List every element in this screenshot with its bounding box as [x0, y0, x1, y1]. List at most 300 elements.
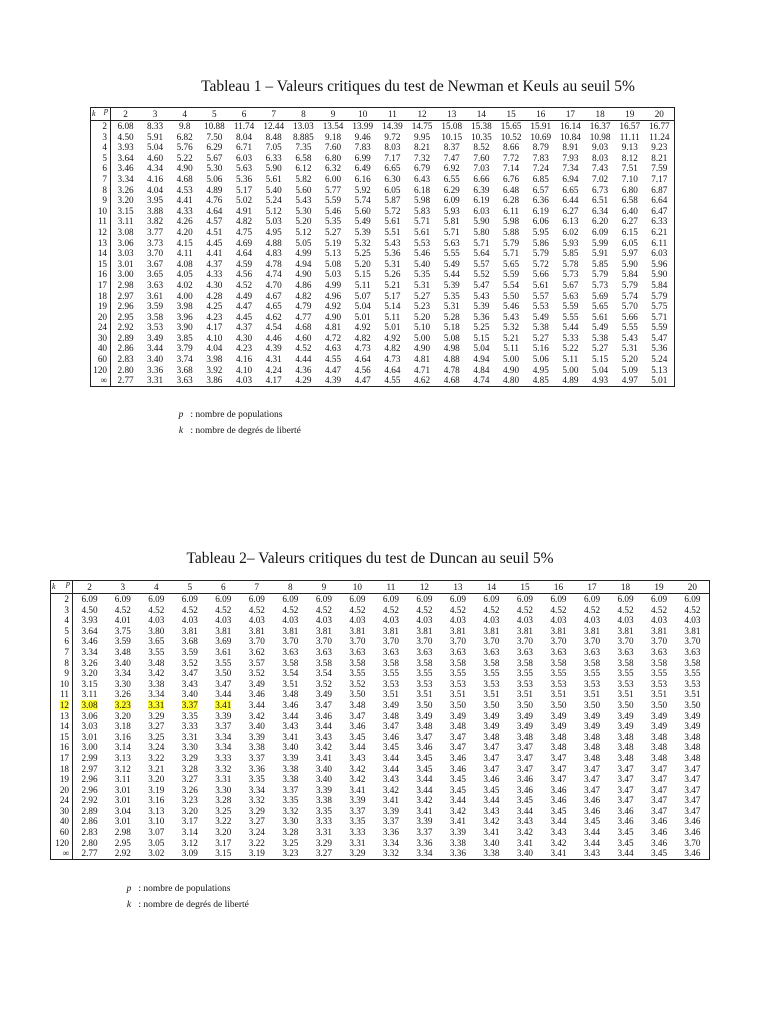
value-cell: 3.40 — [282, 742, 299, 753]
value-cell: 3.26 — [117, 184, 134, 195]
value-cell: 3.95 — [146, 195, 164, 206]
k-label: k — [52, 582, 56, 592]
value-cell: 3.24 — [148, 742, 165, 753]
row-k-cell: 4 — [91, 142, 111, 153]
value-cell: 3.39 — [349, 795, 366, 806]
value-cell: 3.13 — [114, 752, 131, 763]
value-cell: 4.59 — [235, 258, 253, 269]
value-cell: 3.58 — [617, 657, 634, 668]
value-cell: 3.81 — [617, 625, 634, 636]
value-cell: 5.20 — [621, 354, 638, 365]
value-cell: 4.52 — [483, 604, 500, 615]
row-k-cell: 16 — [51, 742, 73, 753]
value-cell: 5.09 — [621, 364, 638, 375]
value-cell: 5.00 — [562, 364, 579, 375]
value-cell: 4.57 — [206, 216, 223, 227]
value-cell: 7.24 — [532, 163, 549, 174]
value-cell: 3.81 — [382, 625, 399, 636]
table-row — [51, 668, 710, 679]
value-cell: 5.85 — [592, 258, 609, 269]
value-cell: 3.48 — [550, 742, 567, 753]
table-row — [91, 312, 675, 323]
value-cell: 2.92 — [81, 795, 98, 806]
value-cell: 9.46 — [354, 131, 371, 142]
value-cell: 3.47 — [617, 795, 634, 806]
value-cell: 3.45 — [416, 763, 433, 774]
value-cell: 9.03 — [592, 142, 609, 153]
value-cell: 4.47 — [235, 301, 253, 312]
value-cell: 3.81 — [550, 625, 567, 636]
value-cell: 5.98 — [503, 216, 520, 227]
value-cell: 3.49 — [617, 710, 634, 721]
value-cell: 2.89 — [117, 332, 134, 343]
value-cell: 4.52 — [583, 604, 601, 615]
value-cell: 4.05 — [176, 269, 193, 280]
value-cell: 5.90 — [651, 269, 668, 280]
table1-title: Tableau 1 – Valeurs critiques du test de Newman et Keuls au seuil 5% — [201, 78, 635, 95]
value-cell: 3.53 — [483, 678, 500, 689]
value-cell: 5.54 — [503, 279, 520, 290]
value-cell: 3.35 — [248, 774, 265, 785]
row-k-cell: 6 — [51, 636, 73, 647]
row-k-cell: 6 — [91, 163, 111, 174]
value-cell: 3.58 — [583, 657, 601, 668]
table1-legend — [174, 410, 301, 442]
value-cell: 3.46 — [583, 805, 601, 816]
value-cell: 3.01 — [114, 784, 131, 795]
value-cell: 4.03 — [550, 615, 567, 626]
value-cell: 4.45 — [206, 237, 223, 248]
value-cell: 5.66 — [532, 269, 549, 280]
value-cell: 4.03 — [650, 615, 668, 626]
value-cell: 7.14 — [503, 163, 520, 174]
value-cell: 3.48 — [583, 742, 601, 753]
value-cell: 9.13 — [621, 142, 638, 153]
value-cell: 6.09 — [382, 594, 399, 604]
column-header: 19 — [642, 581, 676, 594]
value-cell: 8.48 — [265, 131, 282, 142]
value-cell: 3.55 — [516, 668, 533, 679]
value-cell: 3.98 — [176, 301, 193, 312]
value-cell: 5.38 — [592, 332, 609, 343]
value-cell: 4.84 — [473, 364, 490, 375]
column-header: 14 — [475, 581, 509, 594]
value-cell: 3.49 — [248, 678, 265, 689]
value-cell: 5.39 — [354, 226, 371, 237]
value-cell: 3.29 — [315, 837, 332, 848]
value-cell: 3.47 — [684, 774, 701, 785]
column-header: 5 — [173, 581, 207, 594]
value-cell: 3.46 — [684, 848, 701, 859]
value-cell: 4.03 — [483, 615, 500, 626]
value-cell: 5.47 — [651, 332, 668, 343]
value-cell: 2.89 — [81, 805, 98, 816]
value-cell: 5.61 — [532, 279, 549, 290]
value-cell: 9.8 — [178, 121, 191, 131]
value-cell: 3.55 — [148, 646, 165, 657]
value-cell: 3.58 — [516, 657, 533, 668]
legend-line — [174, 426, 301, 442]
corner-cell — [91, 108, 111, 121]
column-header: 17 — [575, 581, 609, 594]
value-cell: 6.15 — [621, 226, 638, 237]
value-cell: 5.66 — [621, 311, 638, 322]
value-cell: 5.06 — [532, 354, 549, 365]
value-cell: 3.36 — [146, 364, 164, 375]
row-k-cell: 3 — [91, 132, 111, 143]
value-cell: 5.33 — [562, 332, 579, 343]
value-cell: 3.58 — [382, 657, 399, 668]
row-k-cell: 17 — [51, 753, 73, 764]
value-cell: 6.99 — [354, 152, 371, 163]
value-cell: 3.63 — [449, 646, 466, 657]
value-cell: 4.03 — [282, 615, 299, 626]
value-cell: 4.94 — [295, 258, 312, 269]
value-cell: 6.09 — [617, 594, 634, 604]
value-cell: 6.09 — [282, 594, 299, 604]
value-cell: 6.06 — [532, 216, 549, 227]
value-cell: 5.99 — [592, 237, 609, 248]
value-cell: 6.94 — [562, 173, 579, 184]
value-cell: 6.09 — [248, 594, 265, 604]
value-cell: 3.63 — [583, 646, 601, 657]
value-cell: 6.09 — [181, 594, 198, 604]
value-cell: 7.60 — [325, 142, 342, 153]
value-cell: 3.44 — [382, 763, 399, 774]
value-cell: 3.06 — [117, 237, 134, 248]
value-cell: 5.22 — [562, 343, 579, 354]
value-cell: 3.55 — [617, 668, 634, 679]
value-cell: 3.39 — [315, 784, 332, 795]
value-cell: 3.46 — [583, 795, 601, 806]
value-cell: 5.39 — [443, 279, 460, 290]
value-cell: 3.34 — [382, 837, 399, 848]
value-cell: 5.51 — [384, 226, 401, 237]
value-cell: 15.91 — [530, 121, 552, 131]
value-cell: 3.44 — [483, 795, 500, 806]
value-cell: 3.63 — [315, 646, 332, 657]
value-cell: 3.88 — [146, 205, 164, 216]
value-cell: 7.60 — [473, 152, 490, 163]
value-cell: 4.41 — [176, 195, 193, 206]
value-cell: 3.48 — [483, 731, 500, 742]
value-cell: 13.99 — [352, 121, 374, 131]
value-cell: 3.01 — [117, 258, 134, 269]
value-cell: 3.86 — [206, 375, 223, 386]
value-cell: 6.29 — [206, 142, 223, 153]
row-k-cell: 14 — [91, 248, 111, 259]
row-k-cell: 20 — [51, 785, 73, 796]
value-cell: 3.49 — [550, 710, 567, 721]
value-cell: 7.43 — [592, 163, 609, 174]
value-cell: 4.03 — [684, 615, 701, 626]
value-cell: 4.03 — [617, 615, 634, 626]
value-cell: 4.41 — [206, 248, 223, 259]
value-cell: 4.52 — [382, 604, 399, 615]
value-cell: 6.09 — [583, 594, 601, 604]
value-cell: 3.34 — [114, 668, 131, 679]
value-cell: 3.63 — [146, 279, 164, 290]
value-cell: 3.49 — [684, 721, 701, 732]
value-cell: 3.27 — [248, 816, 265, 827]
value-cell: 4.00 — [176, 290, 193, 301]
value-cell: 5.65 — [503, 258, 520, 269]
column-header: 2 — [73, 581, 107, 594]
value-cell: 6.48 — [503, 184, 520, 195]
value-cell: 3.55 — [483, 668, 500, 679]
value-cell: 5.61 — [414, 226, 431, 237]
value-cell: 5.02 — [235, 195, 253, 206]
value-cell: 3.69 — [215, 636, 232, 647]
table-row — [51, 647, 710, 658]
value-cell: 5.03 — [265, 216, 282, 227]
value-cell: 3.44 — [550, 816, 567, 827]
value-cell: 10.35 — [471, 131, 492, 142]
value-cell: 3.22 — [215, 816, 232, 827]
value-cell: 2.77 — [81, 848, 98, 859]
value-cell: 4.80 — [503, 375, 520, 386]
value-cell: 3.49 — [684, 710, 701, 721]
value-cell: 3.31 — [315, 827, 332, 838]
value-cell: 3.19 — [248, 848, 265, 859]
value-cell: 3.46 — [650, 827, 668, 838]
column-header: 16 — [526, 108, 556, 121]
value-cell: 6.09 — [349, 594, 366, 604]
value-cell: 5.49 — [443, 258, 460, 269]
value-cell: 3.98 — [206, 354, 223, 365]
legend-text: : nombre de populations — [188, 410, 283, 420]
value-cell: 3.41 — [449, 816, 466, 827]
value-cell: 6.36 — [532, 195, 549, 206]
value-cell: 3.47 — [650, 795, 668, 806]
table2-title: Tableau 2– Valeurs critiques du test de Duncan au seuil 5% — [186, 550, 554, 567]
value-cell: 4.39 — [325, 375, 342, 386]
value-cell: 3.55 — [416, 668, 433, 679]
value-cell: 3.81 — [483, 625, 500, 636]
table2-legend — [122, 884, 249, 916]
value-cell: 3.48 — [684, 742, 701, 753]
value-cell: 15.38 — [471, 121, 492, 131]
value-cell: 3.55 — [684, 668, 701, 679]
value-cell: 4.52 — [248, 604, 265, 615]
value-cell: 3.12 — [114, 763, 131, 774]
value-cell: 3.50 — [483, 699, 500, 710]
table-row — [91, 322, 675, 333]
value-cell: 14.75 — [411, 121, 433, 131]
value-cell: 3.46 — [516, 774, 533, 785]
value-cell: 3.48 — [617, 742, 634, 753]
column-header: 11 — [374, 581, 408, 594]
value-cell: 4.73 — [384, 354, 401, 365]
row-k-cell: 13 — [51, 711, 73, 722]
value-cell: 5.87 — [384, 195, 401, 206]
value-cell: 5.11 — [354, 279, 371, 290]
value-cell: 3.15 — [117, 205, 134, 216]
value-cell: 3.27 — [181, 774, 198, 785]
value-cell: 3.42 — [382, 784, 399, 795]
value-cell: 3.01 — [114, 816, 131, 827]
value-cell — [106, 700, 140, 711]
value-cell: 5.31 — [621, 343, 638, 354]
value-cell: 4.47 — [354, 375, 371, 386]
column-header: 18 — [609, 581, 643, 594]
value-cell: 5.61 — [384, 216, 401, 227]
value-cell — [173, 700, 207, 711]
value-cell: 8.21 — [414, 142, 431, 153]
value-cell: 3.53 — [583, 678, 601, 689]
value-cell: 3.47 — [684, 805, 701, 816]
value-cell: 3.00 — [81, 742, 98, 753]
value-cell: 4.03 — [449, 615, 466, 626]
value-cell: 5.75 — [651, 301, 668, 312]
value-cell: 5.43 — [384, 237, 401, 248]
value-cell: 4.03 — [382, 615, 399, 626]
value-cell: 3.35 — [349, 816, 366, 827]
value-cell: 4.44 — [295, 354, 312, 365]
table-row — [91, 259, 675, 270]
value-cell: 3.30 — [181, 742, 198, 753]
value-cell: 6.47 — [651, 205, 668, 216]
value-cell: 4.17 — [206, 322, 223, 333]
value-cell: 3.47 — [650, 805, 668, 816]
value-cell: 3.07 — [148, 827, 165, 838]
value-cell: 3.29 — [349, 848, 366, 859]
value-cell: 4.08 — [176, 258, 193, 269]
legend-symbol: k — [126, 900, 132, 910]
value-cell: 3.47 — [684, 795, 701, 806]
value-cell: 4.60 — [295, 332, 312, 343]
value-cell: 4.11 — [176, 248, 193, 259]
value-cell: 5.49 — [532, 311, 549, 322]
value-cell: 5.35 — [414, 269, 431, 280]
value-cell: 3.40 — [181, 689, 198, 700]
value-cell: 3.58 — [315, 657, 332, 668]
value-cell: 3.63 — [516, 646, 533, 657]
value-cell: 3.81 — [583, 625, 601, 636]
row-k-cell: 9 — [91, 195, 111, 206]
value-cell: 3.43 — [550, 827, 567, 838]
table-row — [91, 343, 675, 354]
value-cell: 14.39 — [382, 121, 403, 131]
value-cell: 5.47 — [473, 279, 490, 290]
value-cell: 3.46 — [449, 752, 466, 763]
value-cell: 3.11 — [117, 216, 134, 227]
value-cell: 3.47 — [181, 668, 198, 679]
highlight-mark: 3.41 — [215, 699, 232, 710]
value-cell: 10.98 — [589, 131, 611, 142]
value-cell: 5.24 — [651, 354, 668, 365]
value-cell: 3.51 — [449, 689, 466, 700]
legend-line — [122, 900, 249, 916]
value-cell: 5.49 — [592, 322, 609, 333]
value-cell: 6.29 — [443, 184, 460, 195]
value-cell: 5.22 — [176, 152, 193, 163]
value-cell: 3.41 — [550, 848, 567, 859]
value-cell: 3.35 — [315, 805, 332, 816]
row-k-cell: 60 — [91, 354, 111, 365]
value-cell: 3.38 — [282, 763, 299, 774]
value-cell — [73, 700, 107, 711]
value-cell: 4.92 — [325, 301, 342, 312]
value-cell: 3.61 — [215, 646, 232, 657]
row-k-cell: 4 — [51, 615, 73, 626]
value-cell: 3.45 — [449, 774, 466, 785]
value-cell: 6.55 — [443, 173, 460, 184]
value-cell: 5.31 — [443, 301, 460, 312]
value-cell: 5.79 — [651, 290, 668, 301]
row-k-cell: 30 — [91, 333, 111, 344]
value-cell: 4.64 — [354, 354, 371, 365]
value-cell: 7.17 — [651, 173, 668, 184]
value-cell: 5.84 — [621, 269, 638, 280]
value-cell: 3.50 — [617, 699, 634, 710]
value-cell: 2.80 — [81, 837, 98, 848]
value-cell: 3.93 — [117, 142, 134, 153]
value-cell: 8.52 — [473, 142, 490, 153]
value-cell: 4.83 — [265, 248, 282, 259]
value-cell: 4.98 — [443, 343, 460, 354]
value-cell: 4.54 — [265, 322, 282, 333]
value-cell: 4.60 — [146, 152, 164, 163]
value-cell: 4.03 — [215, 615, 232, 626]
value-cell: 3.50 — [516, 699, 533, 710]
column-header: 3 — [106, 581, 140, 594]
value-cell: 3.17 — [181, 816, 198, 827]
value-cell: 3.82 — [146, 216, 164, 227]
value-cell: 5.76 — [176, 142, 193, 153]
value-cell: 3.96 — [176, 311, 193, 322]
value-cell: 3.58 — [550, 657, 567, 668]
value-cell: 3.65 — [148, 636, 165, 647]
row-k-cell: 10 — [91, 206, 111, 217]
highlight-mark: 3.08 — [81, 699, 98, 710]
value-cell: 5.04 — [592, 364, 609, 375]
value-cell: 3.59 — [114, 636, 131, 647]
duncan-table — [50, 580, 710, 860]
value-cell: 3.47 — [550, 763, 567, 774]
value-cell: 7.32 — [414, 152, 431, 163]
value-cell: 4.16 — [146, 173, 164, 184]
value-cell: 5.82 — [295, 173, 312, 184]
value-cell: 6.03 — [235, 152, 253, 163]
row-k-cell: 14 — [51, 721, 73, 732]
value-cell: 5.95 — [532, 226, 549, 237]
value-cell: 3.09 — [181, 848, 198, 859]
value-cell: 3.01 — [114, 795, 131, 806]
value-cell: 6.02 — [562, 226, 579, 237]
value-cell: 3.58 — [483, 657, 500, 668]
value-cell: 4.17 — [265, 375, 282, 386]
value-cell: 2.77 — [117, 375, 134, 386]
value-cell: 3.85 — [176, 332, 193, 343]
value-cell: 3.31 — [215, 774, 232, 785]
column-header: 5 — [200, 108, 230, 121]
value-cell: 6.00 — [325, 173, 342, 184]
value-cell: 3.47 — [516, 742, 533, 753]
value-cell: 3.51 — [617, 689, 634, 700]
value-cell: 5.15 — [473, 332, 490, 343]
legend-text: : nombre de populations — [136, 884, 231, 894]
value-cell: 6.64 — [651, 195, 668, 206]
value-cell: 3.47 — [483, 742, 500, 753]
value-cell: 4.50 — [117, 131, 134, 142]
value-cell: 5.78 — [562, 258, 579, 269]
value-cell: 3.70 — [684, 837, 701, 848]
value-cell: 5.12 — [265, 205, 282, 216]
value-cell: 3.33 — [181, 721, 198, 732]
column-header: 14 — [467, 108, 497, 121]
value-cell: 5.36 — [651, 343, 668, 354]
